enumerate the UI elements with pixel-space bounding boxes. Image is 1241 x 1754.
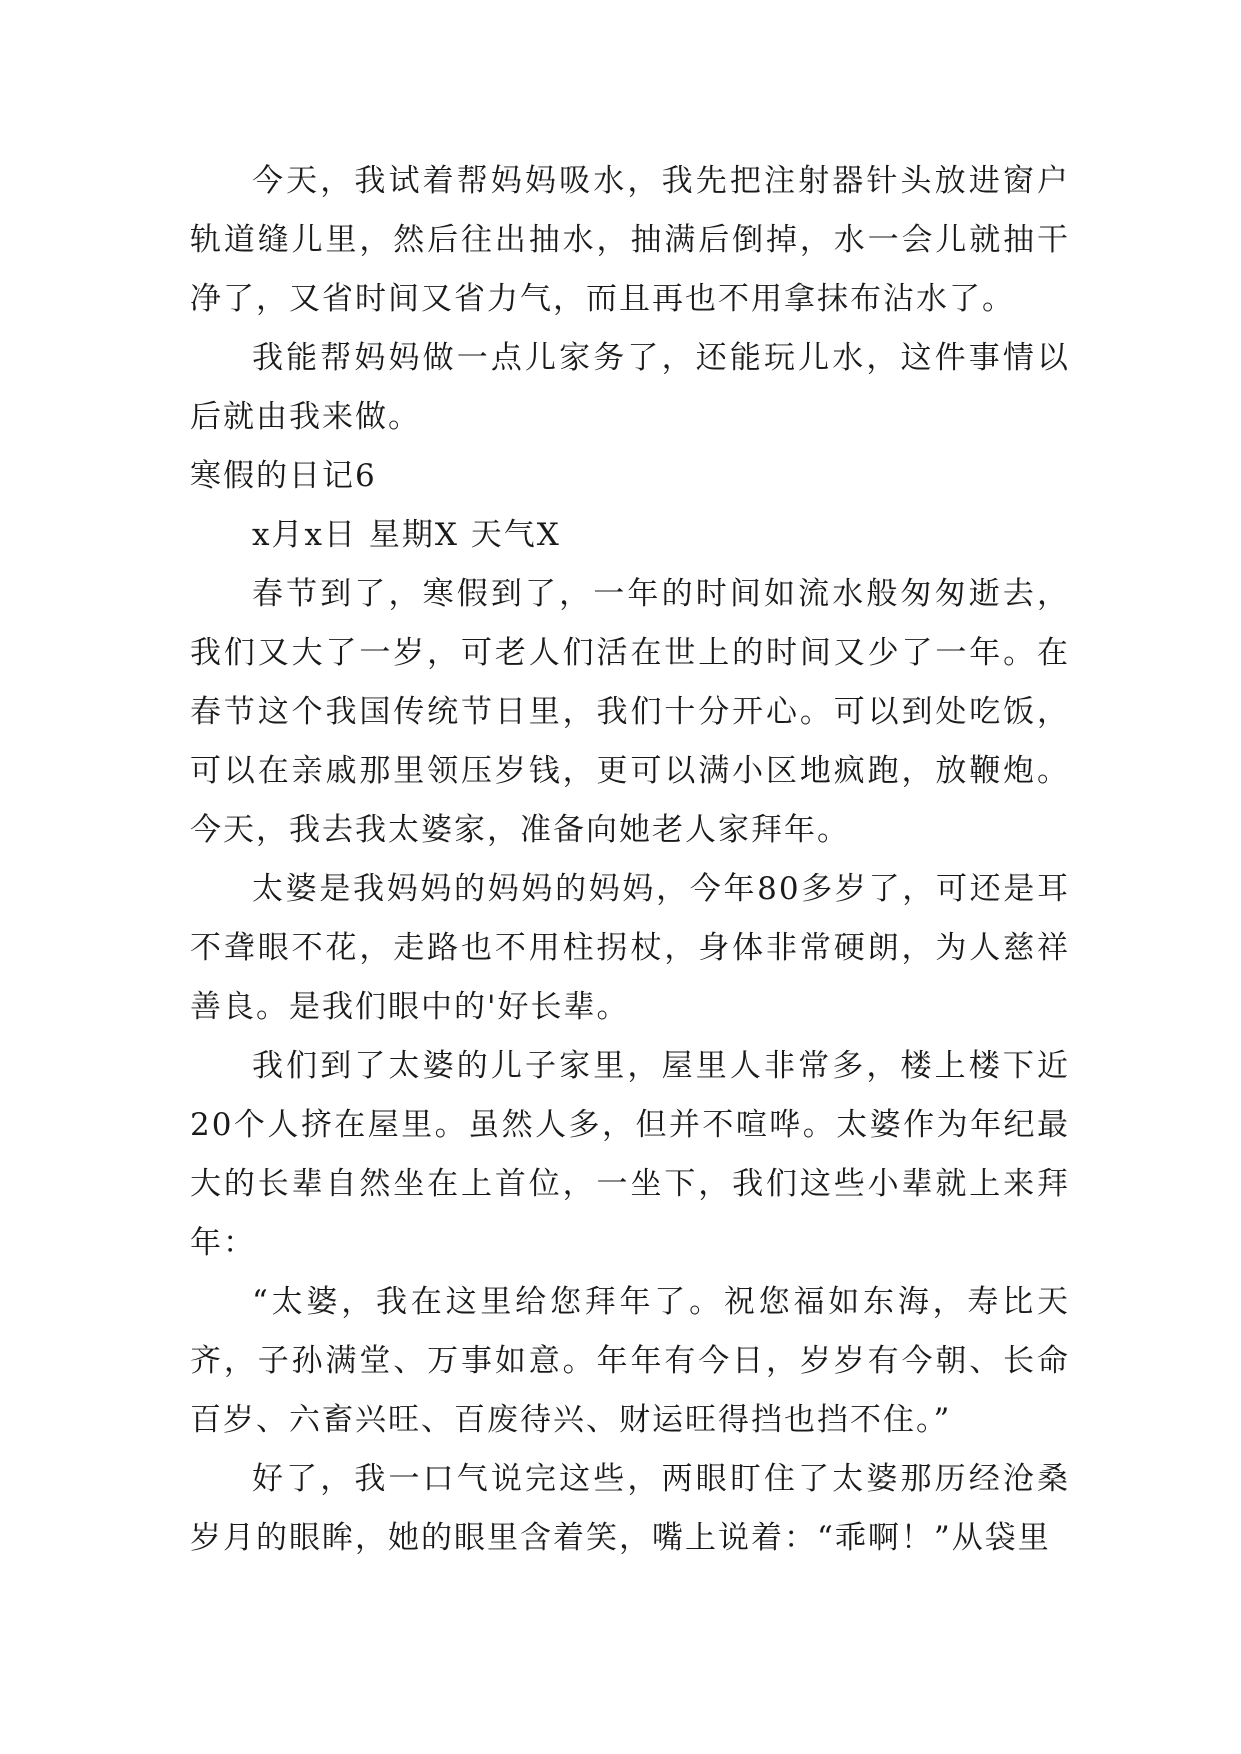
paragraph-visit-house: 我们到了太婆的儿子家里，屋里人非常多，楼上楼下近20个人挤在屋里。虽然人多，但并不喧哗。太婆作为年纪最大的长辈自然坐在上首位，一坐下，我们这些小辈就上来拜年： [190, 1048, 1070, 1261]
paragraph-spring-festival: 春节到了，寒假到了，一年的时间如流水般匆匆逝去，我们又大了一岁，可老人们活在世上的时间又少了一年。在春节这个我国传统节日里，我们十分开心。可以到处吃饭，可以在亲戚那里领压岁钱，更可以满小区地疯跑，放鞭炮。今天，我去我太婆家，准备向她老人家拜年。 [190, 576, 1070, 848]
diary-dateline: x月x日 星期X 天气X [252, 517, 561, 553]
diary-heading: 寒假的日记6 [190, 458, 377, 494]
paragraph-grandma-reaction: 好了，我一口气说完这些，两眼盯住了太婆那历经沧桑岁月的眼眸，她的眼里含着笑，嘴上说着：“乖啊！”从袋里 [190, 1461, 1070, 1556]
document-body [190, 152, 1070, 1568]
paragraph-help-mom-water: 今天，我试着帮妈妈吸水，我先把注射器针头放进窗户轨道缝儿里，然后往出抽水，抽满后倒掉，水一会儿就抽干净了，又省时间又省力气，而且再也不用拿抹布沾水了。 [190, 163, 1070, 317]
paragraph-new-year-greeting: “太婆，我在这里给您拜年了。祝您福如东海，寿比天齐，子孙满堂、万事如意。年年有今日，岁岁有今朝、长命百岁、六畜兴旺、百废待兴、财运旺得挡也挡不住。” [190, 1284, 1070, 1438]
paragraph-housework: 我能帮妈妈做一点儿家务了，还能玩儿水，这件事情以后就由我来做。 [190, 340, 1070, 435]
paragraph-great-grandma: 太婆是我妈妈的妈妈的妈妈，今年80多岁了，可还是耳不聋眼不花，走路也不用柱拐杖，身体非常硬朗，为人慈祥善良。是我们眼中的'好长辈。 [190, 871, 1070, 1025]
